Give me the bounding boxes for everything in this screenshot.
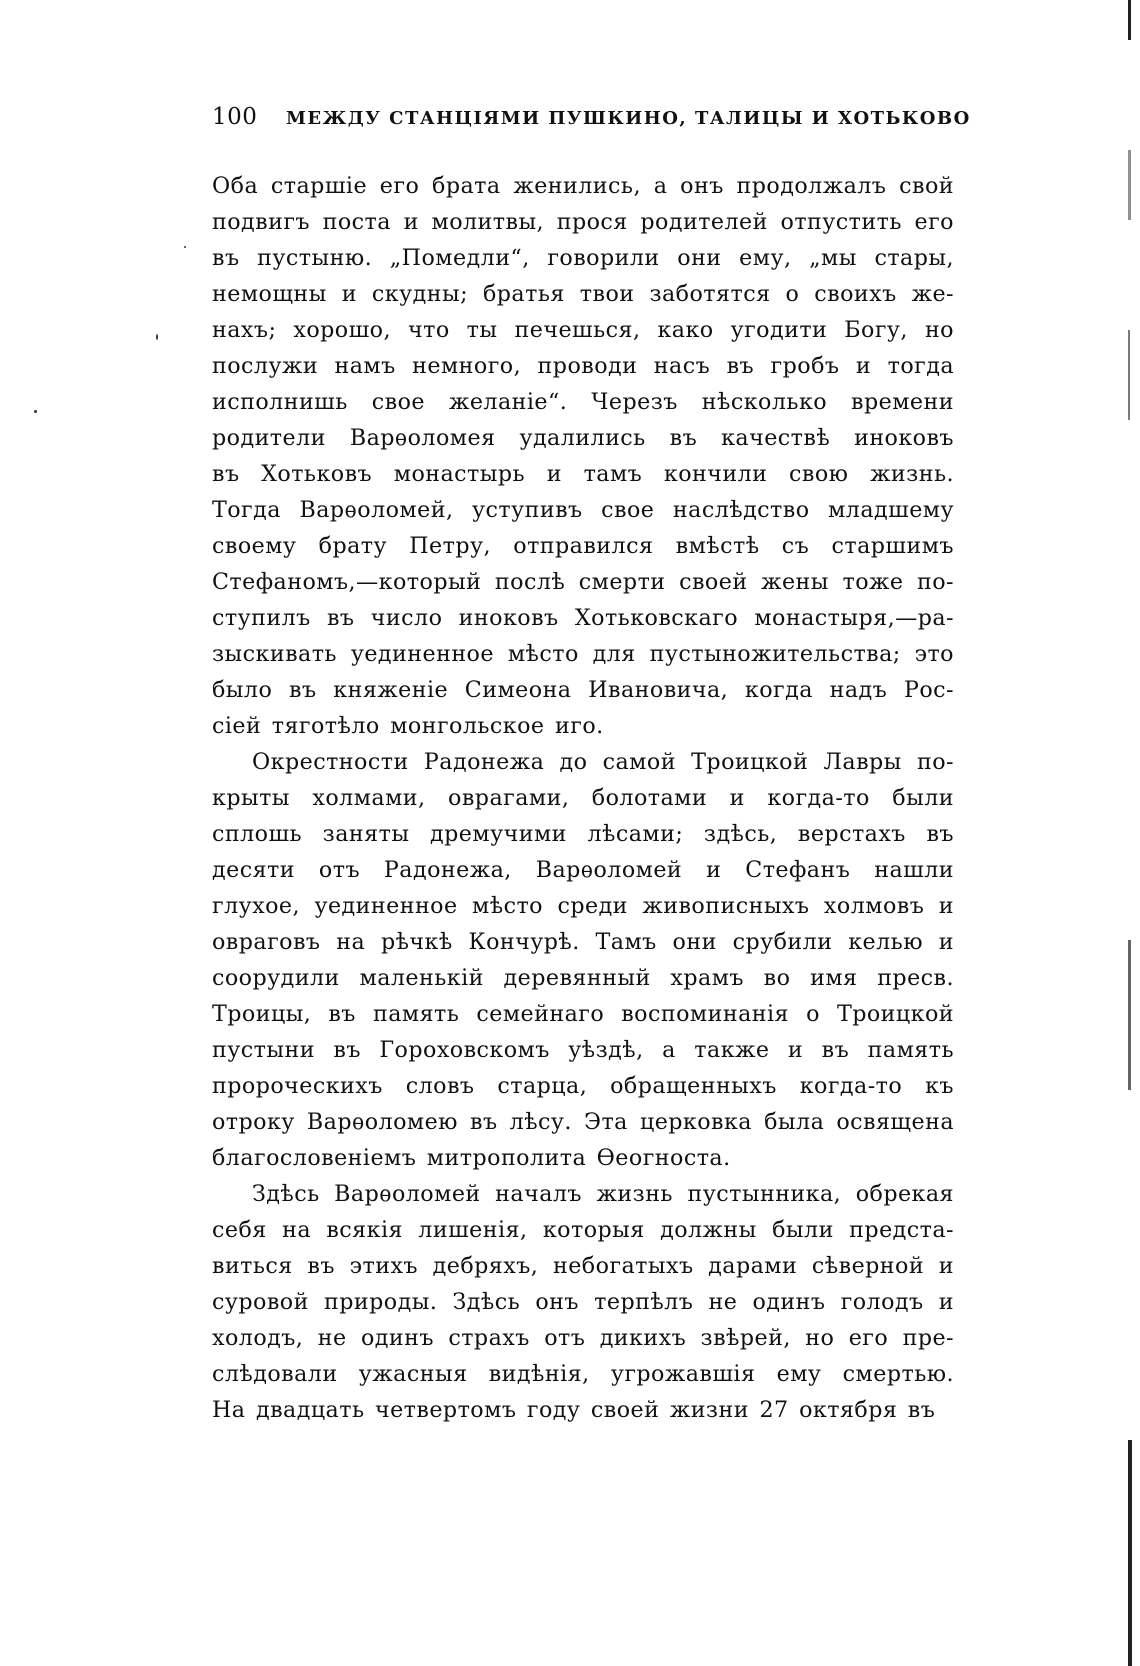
text-line: Оба старшіе его брата женились, а онъ продолжалъ свой [212, 173, 954, 199]
text-line: глухое, уединенное мѣсто среди живописныхъ холмовъ и [212, 893, 954, 919]
scan-speck [156, 334, 158, 340]
text-line: овраговъ на рѣчкѣ Кончурѣ. Тамъ они срубили келью и [212, 929, 954, 955]
scan-edge-mark [1128, 150, 1131, 220]
text-line: крыты холмами, оврагами, болотами и когда-то были [212, 785, 954, 811]
text-line: десяти отъ Радонежа, Варѳоломей и Стефанъ нашли [212, 857, 954, 883]
text-line: сплошь заняты дремучими лѣсами; здѣсь, верстахъ въ [212, 821, 954, 847]
scan-speck [184, 246, 186, 248]
text-line: слѣдовали ужасныя видѣнія, угрожавшія ему смертью. [212, 1361, 954, 1387]
text-line: нахъ; хорошо, что ты печешься, како угодити Богу, но [212, 317, 954, 343]
text-line: послужи намъ немного, проводи насъ въ гробъ и тогда [212, 353, 954, 379]
text-line: пустыни въ Гороховскомъ уѣздѣ, а также и въ память [212, 1037, 954, 1063]
text-line: немощны и скудны; братья твои заботятся о своихъ же- [212, 281, 954, 307]
text-line: своему брату Петру, отправился вмѣстѣ съ старшимъ [212, 533, 954, 559]
scan-edge-mark [1128, 330, 1130, 420]
running-title: МЕЖДУ СТАНЦІЯМИ ПУШКИНО, ТАЛИЦЫ И ХОТЬКОВО [286, 108, 971, 129]
text-line: Стефаномъ,—который послѣ смерти своей жены тоже по- [212, 569, 954, 595]
paragraph-start-line: Окрестности Радонежа до самой Троицкой Лавры по- [252, 749, 954, 775]
text-line: себя на всякія лишенія, которыя должны были предста- [212, 1217, 954, 1243]
text-line: На двадцать четвертомъ году своей жизни 27 октября въ [212, 1397, 936, 1423]
text-line: виться въ этихъ дебряхъ, небогатыхъ дарами сѣверной и [212, 1253, 954, 1279]
scan-edge-mark [1128, 1440, 1132, 1666]
text-line: сіей тяготѣло монгольское иго. [212, 713, 604, 739]
text-line: отроку Варѳоломею въ лѣсу. Эта церковка была освящена [212, 1109, 954, 1135]
body-text [212, 168, 1012, 1428]
text-line: подвигъ поста и молитвы, прося родителей отпустить его [212, 209, 954, 235]
text-line: ступилъ въ число иноковъ Хотьковскаго монастыря,—ра- [212, 605, 954, 631]
text-line: суровой природы. Здѣсь онъ терпѣлъ не одинъ голодъ и [212, 1289, 954, 1315]
text-line: пророческихъ словъ старца, обращенныхъ когда-то къ [212, 1073, 954, 1099]
text-line: Троицы, въ память семейнаго воспоминанія о Троицкой [212, 1001, 954, 1027]
page-number: 100 [212, 104, 258, 130]
text-line: Тогда Варѳоломей, уступивъ свое наслѣдство младшему [212, 497, 954, 523]
text-line: соорудили маленькій деревянный храмъ во имя пресв. [212, 965, 954, 991]
paragraph-start-line: Здѣсь Варѳоломей началъ жизнь пустынника, обрекая [252, 1181, 954, 1207]
running-head [212, 104, 971, 144]
text-line: холодъ, не одинъ страхъ отъ дикихъ звѣрей, но его пре- [212, 1325, 954, 1351]
scan-edge-mark [1128, 0, 1131, 40]
text-line: родители Варѳоломея удалились въ качествѣ иноковъ [212, 425, 954, 451]
scan-speck [34, 410, 37, 413]
text-line: исполнишь свое желаніе“. Черезъ нѣсколько времени [212, 389, 954, 415]
text-line: было въ княженіе Симеона Ивановича, когда надъ Рос- [212, 677, 954, 703]
text-line: въ пустыню. „Помедли“, говорили они ему, „мы стары, [212, 245, 954, 271]
scan-edge-mark [1128, 940, 1131, 1090]
text-line: въ Хотьковъ монастырь и тамъ кончили свою жизнь. [212, 461, 954, 487]
text-line: зыскивать уединенное мѣсто для пустыножительства; это [212, 641, 954, 667]
text-line: благословеніемъ митрополита Ѳеогноста. [212, 1145, 731, 1171]
